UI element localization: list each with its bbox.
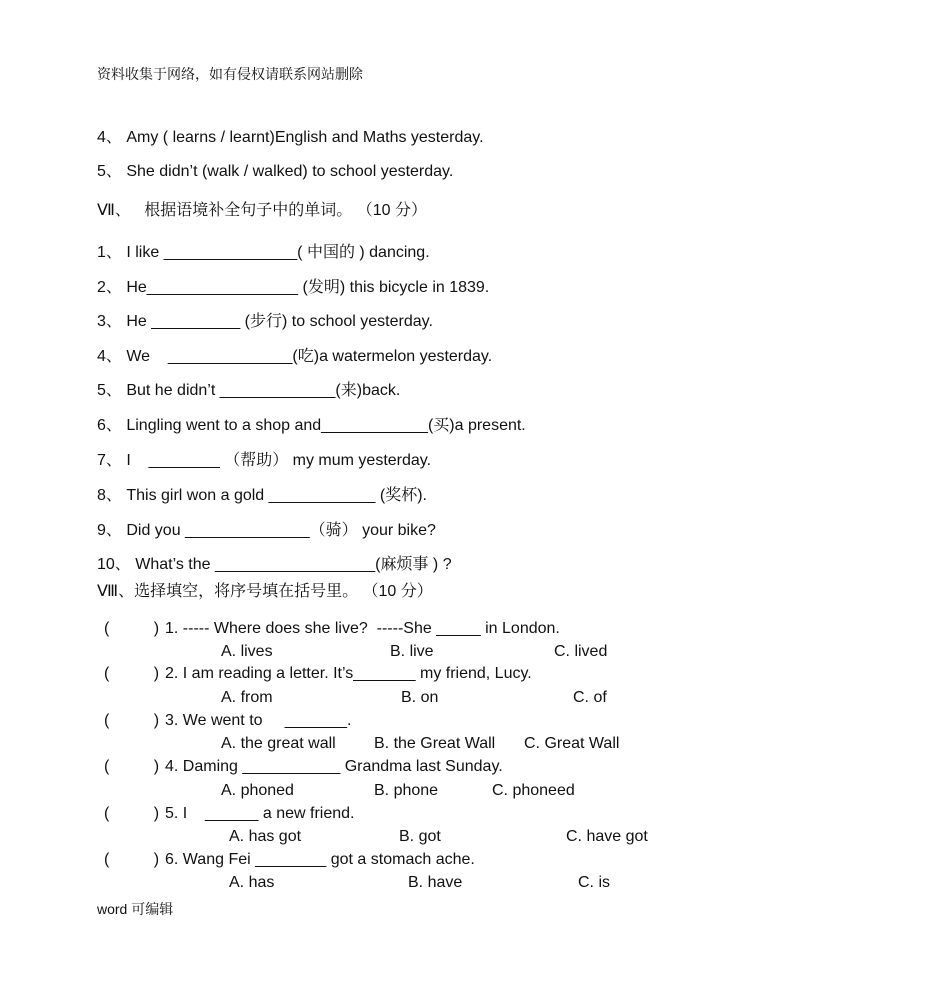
- q1-option-b: B. live: [390, 643, 434, 660]
- q2-option-c: C. of: [573, 689, 607, 706]
- q6-answer-paren: ( ): [104, 851, 160, 868]
- q5-option-a: A. has got: [229, 828, 302, 845]
- q4-answer-paren: ( ): [104, 758, 160, 775]
- part7-item-7: 7、 I ________ （帮助） my mum yesterday.: [97, 452, 432, 469]
- q2-answer-paren: ( ): [104, 665, 160, 682]
- q6-stem: 6. Wang Fei ________ got a stomach ache.: [165, 851, 475, 868]
- part7-heading: Ⅶ、 根据语境补全句子中的单词。 （10 分）: [97, 202, 427, 219]
- q3-option-c: C. Great Wall: [524, 735, 620, 752]
- q6-option-a: A. has: [229, 874, 275, 891]
- q5-answer-paren: ( ): [104, 805, 160, 822]
- page-footer: word 可编辑: [97, 901, 174, 917]
- q2-option-a: A. from: [221, 689, 273, 706]
- part6-item-5: 5、 She didn’t (walk / walked) to school yesterday.: [97, 163, 454, 180]
- q5-stem: 5. I ______ a new friend.: [165, 805, 355, 822]
- part6-item-4: 4、 Amy ( learns / learnt)English and Maths yesterday.: [97, 129, 484, 146]
- part7-item-9: 9、 Did you ______________（骑） your bike?: [97, 522, 436, 539]
- q2-option-b: B. on: [401, 689, 439, 706]
- q5-option-c: C. have got: [566, 828, 648, 845]
- part7-item-2: 2、 He_________________ (发明) this bicycle in 1839.: [97, 279, 490, 296]
- page-header: 资料收集于网络，如有侵权请联系网站删除: [97, 66, 363, 82]
- part7-item-3: 3、 He __________ (步行) to school yesterday.: [97, 313, 433, 330]
- part7-item-1: 1、 I like _______________( 中国的 ) dancing.: [97, 244, 430, 261]
- part7-item-8: 8、 This girl won a gold ____________ (奖杯).: [97, 487, 427, 504]
- q6-option-b: B. have: [408, 874, 463, 891]
- q1-stem: 1. ----- Where does she live? -----She _____ in London.: [165, 620, 560, 637]
- q4-option-c: C. phoneed: [492, 782, 575, 799]
- part7-item-5: 5、 But he didn’t _____________(来)back.: [97, 382, 401, 399]
- part7-item-6: 6、 Lingling went to a shop and____________(买)a present.: [97, 417, 526, 434]
- part8-heading: Ⅷ、选择填空，将序号填在括号里。 （10 分）: [97, 583, 433, 600]
- q3-option-a: A. the great wall: [221, 735, 336, 752]
- q4-stem: 4. Daming ___________ Grandma last Sunday.: [165, 758, 503, 775]
- q2-stem: 2. I am reading a letter. It’s_______ my friend, Lucy.: [165, 665, 532, 682]
- q4-option-a: A. phoned: [221, 782, 294, 799]
- q1-answer-paren: ( ): [104, 620, 160, 637]
- q5-option-b: B. got: [399, 828, 441, 845]
- q6-option-c: C. is: [578, 874, 610, 891]
- q3-answer-paren: ( ): [104, 712, 160, 729]
- q1-option-c: C. lived: [554, 643, 608, 660]
- q3-stem: 3. We went to _______.: [165, 712, 352, 729]
- q4-option-b: B. phone: [374, 782, 439, 799]
- q3-option-b: B. the Great Wall: [374, 735, 496, 752]
- part7-item-10: 10、 What’s the __________________(麻烦事 ) ?: [97, 556, 452, 573]
- q1-option-a: A. lives: [221, 643, 273, 660]
- part7-item-4: 4、 We ______________(吃)a watermelon yesterday.: [97, 348, 493, 365]
